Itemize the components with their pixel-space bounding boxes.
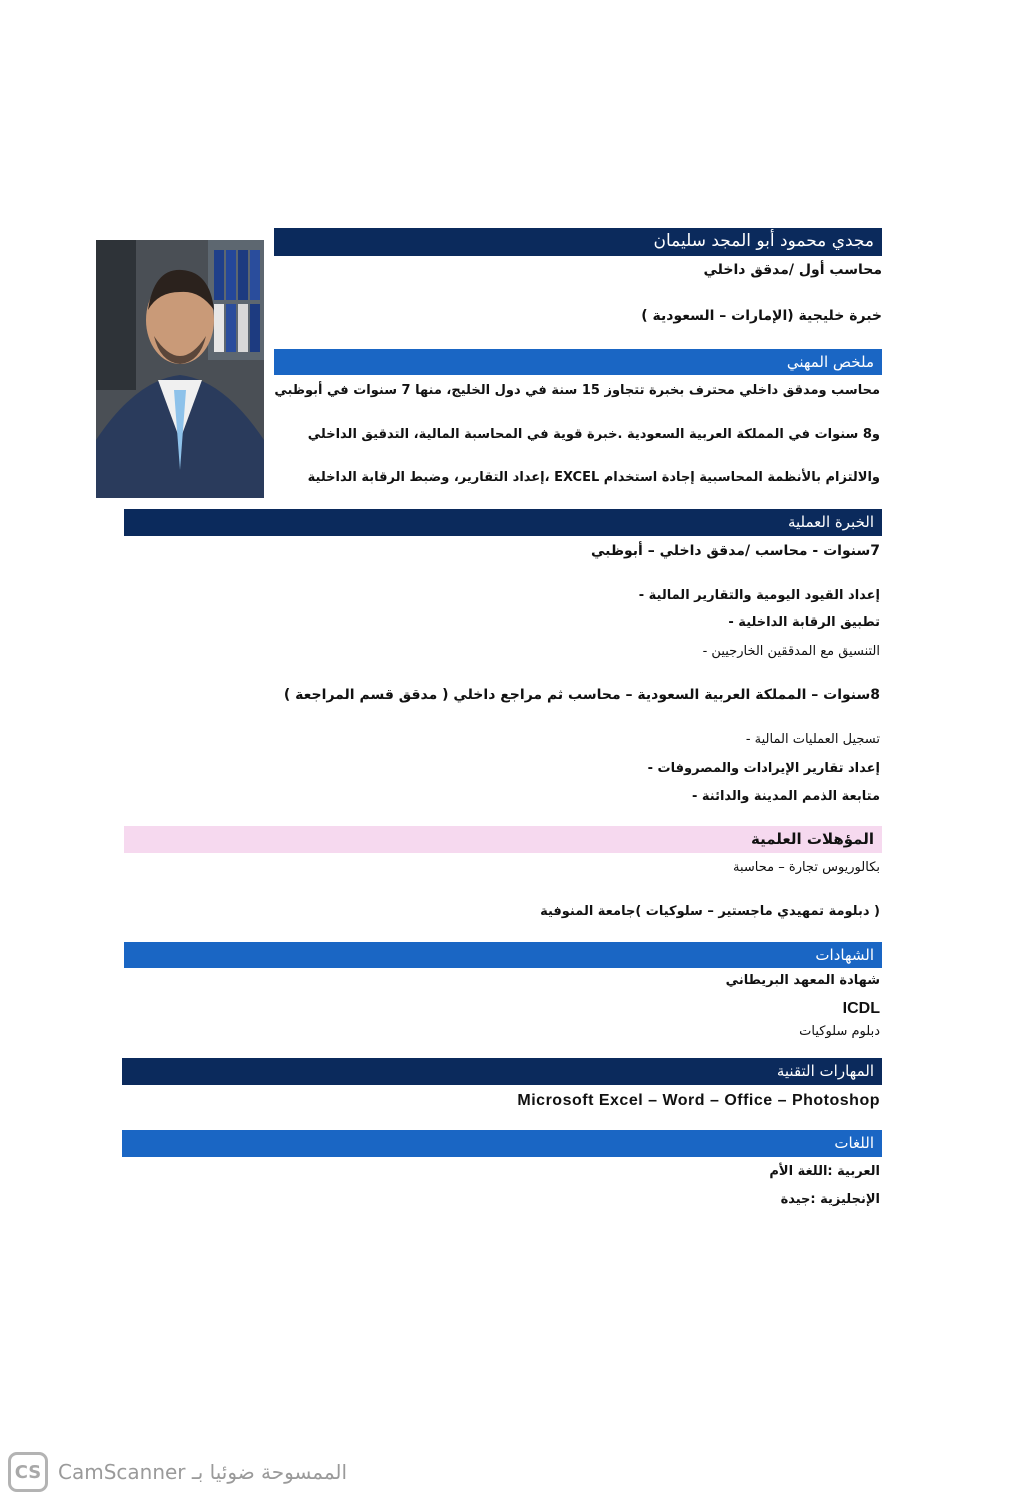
job-title: محاسب أول /مدقق داخلي xyxy=(703,262,882,278)
certificate-3: دبلوم سلوكيات xyxy=(799,1024,880,1039)
summary-title: ملخص المهني xyxy=(786,353,874,371)
job1-task-2: تطبيق الرقابة الداخلية - xyxy=(728,615,880,630)
experience-header xyxy=(124,509,882,536)
certificates-title: الشهادات xyxy=(815,946,874,964)
certificates-header xyxy=(124,942,882,968)
job1-heading: 7سنوات - محاسب /مدقق داخلي – أبوظبي xyxy=(590,543,880,559)
summary-header xyxy=(274,349,882,375)
language-2: الإنجليزية :جيدة xyxy=(780,1192,880,1207)
qualifications-title: المؤهلات العلمية xyxy=(751,830,874,848)
full-name: مجدي محمود أبو المجد سليمان xyxy=(653,231,874,251)
camscanner-logo-icon: CS xyxy=(8,1452,48,1492)
summary-line-1: محاسب ومدقق داخلي محترف بخبرة تتجاوز 15 سنة في دول الخليج، منها 7 سنوات في أبوظبي xyxy=(274,383,880,398)
job2-heading: 8سنوات – المملكة العربية السعودية – محاسب ثم مراجع داخلي ( مدقق قسم المراجعة ) xyxy=(283,687,880,703)
profile-photo xyxy=(96,240,264,498)
skills-title: المهارات التقنية xyxy=(776,1062,874,1080)
skills-header xyxy=(122,1058,882,1085)
job2-task-2: إعداد تقارير الإيرادات والمصروفات - xyxy=(647,761,880,776)
job2-task-1: تسجيل العمليات المالية - xyxy=(745,732,880,747)
qualification-2: ( دبلومة تمهيدي ماجستير – سلوكيات )جامعة المنوفية xyxy=(540,904,880,919)
skills-text: Microsoft Excel – Word – Office – Photoshop xyxy=(517,1092,880,1109)
language-1: العربية :اللغة الأم xyxy=(769,1164,880,1179)
job1-task-1: إعداد القيود اليومية والتقارير المالية - xyxy=(638,588,880,603)
name-header xyxy=(274,228,882,256)
qualification-1: بكالوريوس تجارة – محاسبة xyxy=(733,860,880,875)
certificate-1: شهادة المعهد البريطاني xyxy=(725,973,880,988)
summary-line-2: و8 سنوات في المملكة العربية السعودية .خبرة قوية في المحاسبة المالية، التدقيق الداخلي xyxy=(307,427,880,442)
summary-line-3: والالتزام بالأنظمة المحاسبية إجادة استخدام EXCEL ،إعداد التقارير، وضبط الرقابة الداخلية xyxy=(307,470,880,485)
qualifications-header xyxy=(124,826,882,853)
camscanner-text: الممسوحة ضوئيا بـ CamScanner xyxy=(58,1460,348,1484)
job1-task-3: التنسيق مع المدققين الخارجيين - xyxy=(702,644,880,659)
gulf-experience: خبرة خليجية (الإمارات – السعودية ) xyxy=(641,308,882,324)
languages-header xyxy=(122,1130,882,1157)
camscanner-watermark xyxy=(8,1452,347,1492)
languages-title: اللغات xyxy=(834,1134,874,1152)
experience-title: الخبرة العملية xyxy=(787,513,874,531)
profile-photo-graphic xyxy=(96,240,264,498)
certificate-2: ICDL xyxy=(842,1000,880,1017)
job2-task-3: متابعة الذمم المدينة والدائنة - xyxy=(691,789,880,804)
